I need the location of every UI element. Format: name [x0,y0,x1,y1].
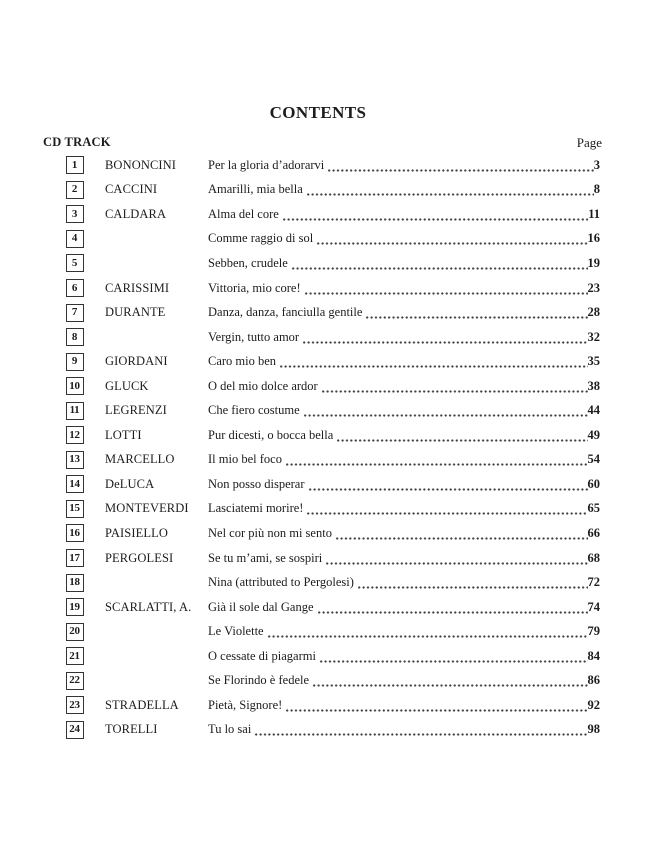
page-number: 66 [587,525,600,540]
track-number: 15 [69,502,80,515]
track-number-cell [64,205,85,223]
track-number-cell [64,279,85,297]
composer-name: LOTTI [105,427,142,442]
track-number: 11 [69,404,80,417]
song-title: Il mio bel foco [208,452,282,467]
dot-leader [303,414,588,417]
track-row [64,423,600,448]
composer-name: STRADELLA [105,697,179,712]
track-number-cell [64,500,85,518]
cd-track-column-header: CD TRACK [43,135,111,149]
song-title: Comme raggio di sol [208,231,314,246]
track-number-cell [64,451,85,469]
track-row [64,398,600,423]
track-number: 8 [71,330,78,343]
track-number-box [66,377,84,395]
song-line [208,379,600,394]
track-number-box [66,402,84,420]
page-number: 23 [587,280,600,295]
dot-leader [325,562,587,565]
dot-leader [321,390,588,393]
track-number-box [66,451,84,469]
track-number-box [66,696,84,714]
track-row [64,276,600,301]
page-number: 3 [593,157,600,172]
track-number-box [66,647,84,665]
song-line [208,722,600,737]
dot-leader [327,169,593,172]
song-title: Pietà, Signore! [208,697,283,712]
song-title: Nina (attributed to Pergolesi) [208,575,354,590]
track-number: 20 [69,625,80,638]
track-number-cell [64,426,85,444]
track-number-box [66,254,84,272]
track-number-cell [64,402,85,420]
page-number: 84 [587,648,600,663]
dot-leader [282,218,588,221]
track-number-box [66,304,84,322]
track-number-box [66,353,84,371]
track-row [64,497,600,522]
page-number: 11 [588,206,600,221]
song-title: Non posso disperar [208,476,305,491]
track-number-box [66,156,84,174]
composer-name: BONONCINI [105,157,177,172]
page-number: 38 [587,378,600,393]
track-number-box [66,672,84,690]
page-number: 92 [587,697,600,712]
song-title: Le Violette [208,624,264,639]
page-number: 86 [587,673,600,688]
track-row [64,668,600,693]
dot-leader [312,684,587,687]
track-row [64,178,600,203]
composer-name: CACCINI [105,182,158,197]
track-number: 23 [69,698,80,711]
track-number-box [66,205,84,223]
page-number: 72 [587,575,600,590]
song-line [208,673,600,688]
page-number: 49 [587,427,600,442]
composer-name: MONTEVERDI [105,501,189,516]
dot-leader [335,537,588,540]
song-title: Vittoria, mio core! [208,280,301,295]
dot-leader [316,242,587,245]
song-title: Già il sole dal Gange [208,599,314,614]
track-number-box [66,230,84,248]
track-number-box [66,598,84,616]
dot-leader [304,292,588,295]
page-number: 54 [587,452,600,467]
track-number-box [66,623,84,641]
song-line [208,575,600,590]
song-line [208,526,600,541]
dot-leader [306,512,587,515]
track-number: 21 [69,649,80,662]
track-number-cell [64,181,85,199]
dot-leader [365,316,587,319]
page-number: 19 [587,255,600,270]
song-title: Tu lo sai [208,722,252,737]
track-number: 17 [69,551,80,564]
track-row [64,153,600,178]
dot-leader [254,733,587,736]
composer-name: CARISSIMI [105,280,170,295]
song-title: O cessate di piagarmi [208,648,316,663]
track-number: 19 [69,600,80,613]
track-row [64,570,600,595]
page-number: 68 [587,550,600,565]
song-title: Se Florindo è fedele [208,673,310,688]
composer-name: PERGOLESI [105,550,174,565]
composer-name: TORELLI [105,722,158,737]
song-line [208,452,600,467]
page-title: CONTENTS [269,103,367,122]
track-number-box [66,500,84,518]
track-number-cell [64,230,85,248]
track-number-box [66,475,84,493]
track-row [64,693,600,718]
song-line [208,600,600,615]
song-line [208,256,600,271]
song-line [208,403,600,418]
page-number: 8 [593,182,600,197]
song-line [208,698,600,713]
composer-name: GLUCK [105,378,149,393]
composer-name: LEGRENZI [105,403,167,418]
page-number: 16 [587,231,600,246]
track-number-box [66,181,84,199]
track-number-cell [64,598,85,616]
track-row [64,227,600,252]
track-number: 4 [71,232,78,245]
track-number: 9 [71,355,78,368]
track-number: 18 [69,576,80,589]
track-number: 6 [71,281,78,294]
track-row [64,374,600,399]
track-row [64,202,600,227]
track-number: 24 [69,723,80,736]
track-row [64,472,600,497]
track-row [64,300,600,325]
track-number: 14 [69,477,80,490]
track-number: 12 [69,428,80,441]
track-number-cell [64,647,85,665]
page-number: 60 [587,476,600,491]
song-title: Pur dicesti, o bocca bella [208,427,334,442]
track-row [64,546,600,571]
song-title: Nel cor più non mi sento [208,525,332,540]
track-list [64,153,600,742]
dot-leader [291,267,588,270]
dot-leader [319,660,588,663]
track-number-box [66,721,84,739]
song-line [208,551,600,566]
page-number: 28 [587,305,600,320]
track-number-cell [64,623,85,641]
dot-leader [357,586,588,589]
page-number: 98 [587,722,600,737]
track-number-cell [64,254,85,272]
track-number-cell [64,524,85,542]
track-row [64,325,600,350]
track-number-cell [64,353,85,371]
song-line [208,501,600,516]
track-number-box [66,574,84,592]
track-number-cell [64,156,85,174]
track-number-cell [64,721,85,739]
song-title: Sebben, crudele [208,255,288,270]
song-title: Danza, danza, fanciulla gentile [208,305,363,320]
track-number-box [66,279,84,297]
track-number-cell [64,304,85,322]
track-number-box [66,549,84,567]
song-line [208,158,600,173]
dot-leader [302,341,587,344]
dot-leader [285,463,588,466]
song-title: Lasciatemi morire! [208,501,304,516]
composer-name: DeLUCA [105,476,155,491]
track-number: 13 [69,453,80,466]
song-title: Caro mio ben [208,354,277,369]
track-row [64,521,600,546]
track-number: 7 [71,306,78,319]
song-line [208,231,600,246]
track-number: 16 [69,526,80,539]
song-line [208,182,600,197]
track-row [64,619,600,644]
song-title: Se tu m’ami, se sospiri [208,550,323,565]
song-title: Per la gloria d’adorarvi [208,157,325,172]
dot-leader [306,193,594,196]
track-number-box [66,426,84,444]
composer-name: MARCELLO [105,452,175,467]
dot-leader [285,709,587,712]
page-number: 65 [587,501,600,516]
track-number: 3 [71,207,78,220]
track-row [64,251,600,276]
page-number: 32 [587,329,600,344]
track-row [64,595,600,620]
page-number: 44 [587,403,600,418]
track-number-cell [64,672,85,690]
composer-name: SCARLATTI, A. [105,599,192,614]
song-title: Alma del core [208,206,279,221]
track-row [64,718,600,743]
composer-name: CALDARA [105,206,167,221]
dot-leader [336,439,587,442]
dot-leader [308,488,588,491]
track-number: 2 [71,183,78,196]
song-line [208,428,600,443]
track-number: 22 [69,674,80,687]
song-line [208,330,600,345]
page-column-header: Page [576,135,602,150]
song-line [208,624,600,639]
song-line [208,207,600,222]
page-number: 79 [587,624,600,639]
track-number-box [66,524,84,542]
track-number-cell [64,377,85,395]
composer-name: DURANTE [105,305,166,320]
composer-name: GIORDANI [105,354,168,369]
page-number: 35 [587,354,600,369]
track-number: 10 [69,379,80,392]
composer-name: PAISIELLO [105,525,168,540]
dot-leader [267,635,588,638]
track-number-cell [64,696,85,714]
track-number-cell [64,549,85,567]
track-row [64,349,600,374]
song-line [208,281,600,296]
song-line [208,305,600,320]
song-title: Amarilli, mia bella [208,182,303,197]
song-line [208,354,600,369]
song-line [208,477,600,492]
track-row [64,644,600,669]
song-title: Vergin, tutto amor [208,329,300,344]
page-number: 74 [587,599,600,614]
song-line [208,649,600,664]
track-number-cell [64,574,85,592]
track-number-box [66,328,84,346]
track-number-cell [64,475,85,493]
track-number: 1 [71,158,78,171]
dot-leader [279,365,587,368]
track-number-cell [64,328,85,346]
dot-leader [317,611,588,614]
song-title: O del mio dolce ardor [208,378,318,393]
song-title: Che fiero costume [208,403,300,418]
track-number: 5 [71,256,78,269]
track-row [64,448,600,473]
